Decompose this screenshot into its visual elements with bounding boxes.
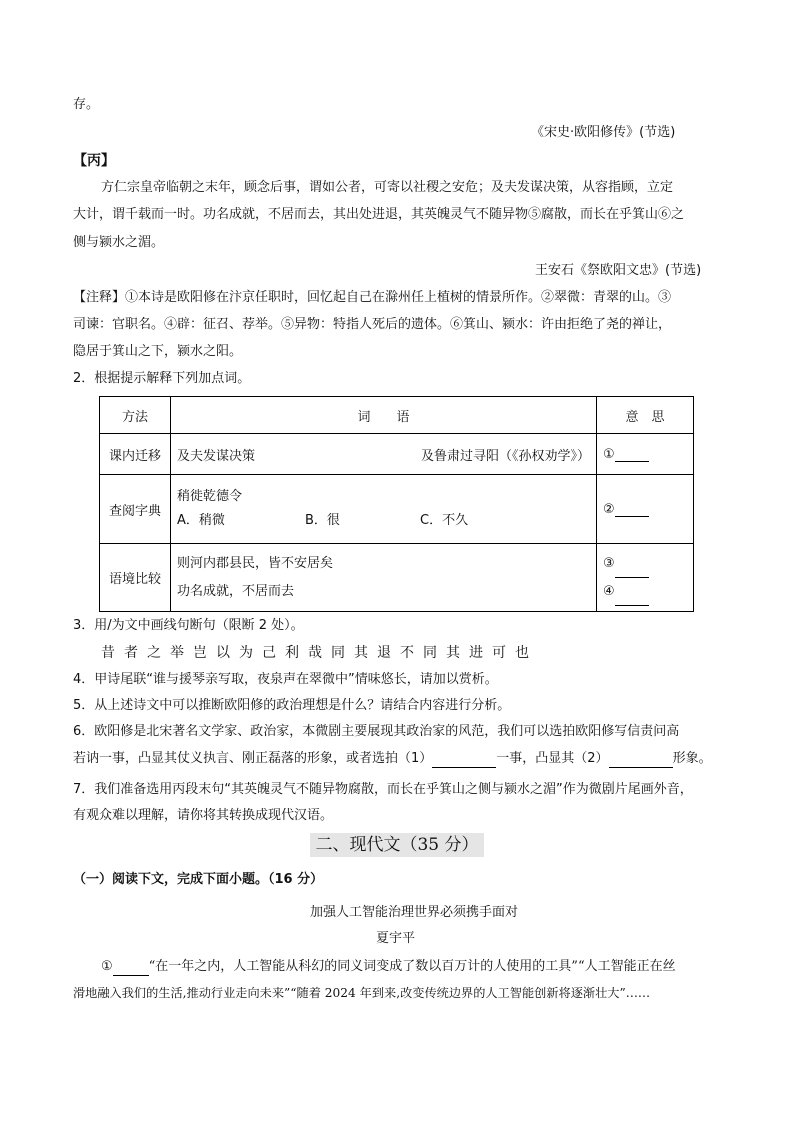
article-title: 加强人工智能治理世界必须携手面对	[310, 905, 519, 920]
table-row	[100, 434, 694, 475]
notes-line: 司谏：官职名。④辟：征召、荐举。⑤异物：特指人死后的遗体。⑥箕山、颍水：许由拒绝了尧的禅让，	[73, 317, 672, 332]
table-row	[100, 544, 694, 612]
question-6-text: 若讷一事，凸显其仗义执言、刚正磊落的形象，或者选拍（1）	[73, 751, 433, 766]
section-title: 二、现代文（35 分）	[310, 833, 484, 857]
answer-blank[interactable]	[615, 593, 649, 606]
meaning-cell	[597, 544, 694, 612]
article-author: 夏宇平	[376, 931, 416, 946]
bing-text-line: 侧与颍水之湄。	[73, 235, 165, 250]
citation-wang: 王安石《祭欧阳文忠》(节选)	[535, 263, 702, 278]
notes-line: 隐居于箕山之下，颍水之阳。	[73, 344, 243, 359]
section-bing-heading: 【丙】	[73, 153, 115, 169]
sub-heading: （一）阅读下文，完成下面小题。（16 分）	[73, 872, 324, 887]
words-cell	[171, 475, 597, 544]
method-cell: 语境比较	[100, 544, 171, 612]
question-7-line: 7．我们准备选用丙段末句“其英魄灵气不随异物腐散，而长在乎箕山之侧与颍水之湄”作为微剧片尾画外音，	[73, 782, 693, 797]
citation-song: 《宋史·欧阳修传》(节选)	[531, 125, 676, 140]
fill-blank-1[interactable]	[432, 755, 496, 768]
table-row	[100, 475, 694, 544]
word-example: 则河内郡县民，皆不安居矣	[177, 555, 334, 571]
answer-blank[interactable]	[615, 449, 649, 462]
paragraph-blank[interactable]	[113, 963, 149, 976]
words-cell	[171, 434, 597, 475]
method-cell: 课内迁移	[100, 434, 171, 475]
bing-text-line: 大计，谓千载而一时。功名成就，不居而去，其出处进退，其英魄灵气不随异物⑤腐散，而长在乎箕山⑥之	[73, 207, 685, 222]
paragraph-number: ①	[101, 959, 113, 974]
question-2: 2．根据提示解释下列加点词。	[73, 371, 251, 386]
option: A．稍微	[177, 513, 225, 528]
answer-label: ②	[603, 501, 615, 517]
meaning-cell	[597, 475, 694, 544]
question-6-text: 形象。	[672, 751, 712, 766]
word-example: 及鲁肃过寻阳（《孙权劝学》）	[420, 448, 590, 464]
notes-line: 【注释】①本诗是欧阳修在汴京任职时，回忆起自己在滁州任上植树的情景所作。②翠微：青翠的山。③	[73, 290, 672, 305]
answer-label: ③	[603, 555, 615, 571]
fill-blank-2[interactable]	[609, 755, 673, 768]
paragraph-1-line: 滑地融入我们的生活,推动行业走向未来”“随着 2024 年到来,改变传统边界的人工智能创新将逐渐壮大”……	[73, 986, 651, 1000]
words-cell	[171, 544, 597, 612]
bing-text-line: 方仁宗皇帝临朝之末年，顾念后事，谓如公者，可寄以社稷之安危；及夫发谋决策，从容指顾，立定	[101, 180, 674, 195]
question-7-line: 有观众难以理解，请你将其转换成现代汉语。	[73, 808, 334, 823]
question-6-line: 6．欧阳修是北宋著名文学家、政治家，本微剧主要展现其政治家的风范，我们可以选拍欧阳修写信责问高	[73, 724, 680, 739]
question-4: 4．甲诗尾联“谁与援琴亲写取，夜泉声在翠微中”情味悠长，请加以赏析。	[73, 672, 498, 687]
question-6-line	[73, 750, 712, 768]
method-cell: 查阅字典	[100, 475, 171, 544]
answer-blank[interactable]	[615, 565, 649, 578]
answer-label: ④	[603, 583, 615, 599]
question-6-text: 一事，凸显其（2）	[496, 751, 609, 766]
table-header-meaning: 意 思	[597, 397, 694, 434]
word-example: 功名成就，不居而去	[177, 583, 295, 599]
word-explanation-table	[99, 396, 694, 612]
options-row	[177, 509, 590, 533]
option: C．不久	[420, 513, 469, 528]
question-5: 5．从上述诗文中可以推断欧阳修的政治理想是什么？请结合内容进行分析。	[73, 698, 511, 713]
paragraph-1-line	[101, 958, 676, 976]
option: B．很	[305, 513, 340, 528]
top-fragment: 存。	[73, 97, 100, 112]
word-example: 及夫发谋决策	[177, 448, 256, 464]
word-example: 稍徙乾德令	[177, 489, 243, 504]
meaning-cell	[597, 434, 694, 475]
answer-label: ①	[603, 446, 615, 462]
paragraph-text: “在一年之内，人工智能从科幻的同义词变成了数以百万计的人使用的工具”“人工智能正在丝	[148, 959, 676, 974]
question-3-sentence: 昔者之举岂以为己利哉同其退不同其进可也	[101, 645, 538, 661]
answer-blank[interactable]	[615, 504, 649, 517]
table-header-method: 方法	[100, 397, 171, 434]
question-3: 3．用/为文中画线句断句（限断 2 处）。	[73, 618, 304, 633]
table-header-words: 词 语	[171, 397, 597, 434]
